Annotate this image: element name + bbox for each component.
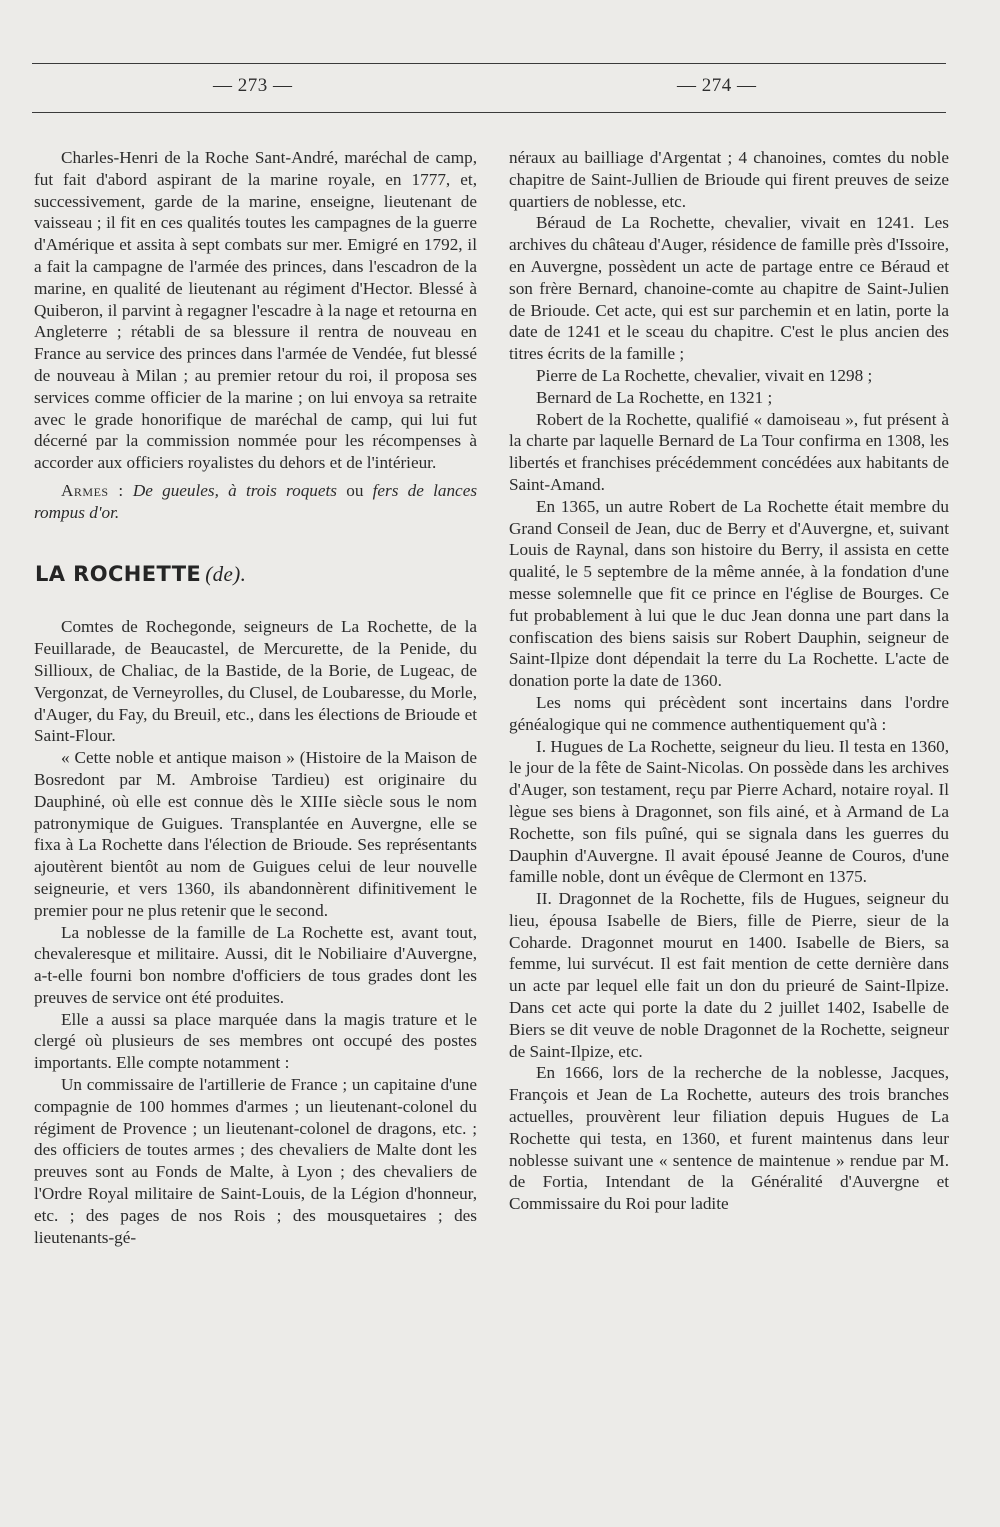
page-number-right: — 274 — — [677, 75, 757, 96]
paragraph: Béraud de La Rochette, chevalier, vivait en 1241. Les archives du château d'Auger, résidence de famille près d'Issoire, en Auvergne, possèdent un acte de partage entre ce Béraud et son frère Bernard, chanoine-comte au chapitre de Saint-Julien de Brioude. Cet acte, qui est sur parchemin et en latin, porte la date de 1241 et le sceau du chapitre. C'est le plus ancien des titres écrits de la famille ; — [509, 213, 949, 364]
header-rule — [32, 112, 946, 113]
right-column — [509, 147, 949, 1215]
paragraph: Robert de la Rochette, qualifié « damoiseau », fut présent à la charte par laquelle Bernard de La Tour confirma en 1308, les libertés et franchises précédemment concédées aux habitants de Saint-Amand. — [509, 409, 949, 494]
armes-paragraph — [34, 480, 477, 524]
armes-blazon-2: fers de lances rompus d'or. — [34, 480, 478, 522]
armes-label: Armes : — [61, 480, 124, 500]
section-title-name: LA ROCHETTE — [35, 561, 202, 586]
paragraph: Elle a aussi sa place marquée dans la magis trature et le clergé où plusieurs de ses membres ont occupé des postes importants. Elle compte notamment : — [34, 1009, 477, 1073]
paragraph: Les noms qui précèdent sont incertains dans l'ordre généalogique qui ne commence authentiquement qu'à : — [509, 692, 949, 734]
paragraph: Comtes de Rochegonde, seigneurs de La Rochette, de la Feuillarade, de Beaucastel, de Mercurette, de la Penide, du Sillioux, de Chaliac, de la Bastide, de la Borie, de Lugeac, de Vergonzat, de Verneyrolles, du Clusel, de Loubaresse, du Morle, d'Auger, du Fay, du Breuil, etc., dans les élections de Brioude et Saint-Flour. — [34, 617, 477, 746]
paragraph: Pierre de La Rochette, chevalier, vivait en 1298 ; — [536, 365, 873, 385]
armes-blazon-1: De gueules, à trois roquets — [132, 480, 337, 500]
section-title — [35, 561, 477, 586]
paragraph: néraux au bailliage d'Argentat ; 4 chanoines, comtes du noble chapitre de Saint-Jullien de Brioude qui firent preuves de seize quartiers de noblesse, etc. — [509, 148, 949, 211]
page-number-left: — 273 — — [213, 75, 293, 96]
paragraph: « Cette noble et antique maison » (Histoire de la Maison de Bosredont par M. Ambroise Tardieu) est originaire du Dauphiné, où elle est connue dès le XIIIe siècle sous le nom patronymique de Guigues. Transplantée en Auvergne, elle se fixa à La Rochette dans l'élection de Brioude. Ses représentants ajoutèrent bientôt au nom de Guigues celui de leur nouvelle seigneurie, et vers 1360, ils abandonnèrent difinitivement le premier pour ne plus retenir que le second. — [34, 748, 477, 920]
paragraph: La noblesse de la famille de La Rochette est, avant tout, chevaleresque et militaire. Aussi, dit le Nobiliaire d'Auvergne, a-t-elle fourni bon nombre d'officiers de tous grades dont les preuves de service ont été produites. — [34, 922, 477, 1007]
left-paragraphs-after — [34, 616, 477, 1248]
paragraph: Bernard de La Rochette, en 1321 ; — [536, 387, 773, 407]
paragraph: Un commissaire de l'artillerie de France ; un capitaine d'une compagnie de 100 hommes d'armes ; un lieutenant-colonel du régiment de Provence ; un lieutenant-colonel de dragons, etc. ; des officiers de toutes armes ; des chevaliers de Malte dont les preuves sont au Fonds de Malte, à Lyon ; des chevaliers de l'Ordre Royal militaire de Saint-Louis, de la Légion d'honneur, etc. ; des pages de nos Rois ; des mousquetaires ; des lieutenants-gé- — [34, 1075, 477, 1247]
top-rule — [32, 63, 946, 64]
armes-ou: ou — [346, 480, 364, 500]
paragraph: Charles-Henri de la Roche Sant-André, maréchal de camp, fut fait d'abord aspirant de la marine royale, en 1777, et, successivement, garde de la marine, enseigne, lieutenant de vaisseau ; il fit en ces qualités toutes les campagnes de la guerre d'Amérique et assita à sept combats sur mer. Emigré en 1792, il a fait la campagne de l'armée des princes, dans l'escadron de la marine, en qualité de lieutenant au régiment d'Hector. Blessé à Quiberon, il parvint à regagner l'escadre à la nage et retourna en Angleterre ; rétabli de sa blessure il rentra de nouveau en France au service des princes dans l'armée de Vendée, fut blessé de nouveau à Milan ; au premier retour du roi, il proposa ses services comme officier de la marine ; on lui envoya sa retraite avec le grade honorifique de maréchal de camp, qui lui fut décerné par la commission nommée pour les récompenses à accorder aux officiers royalistes du dehors et de l'intérieur. — [34, 148, 477, 473]
left-column — [34, 147, 477, 1248]
paragraph: En 1365, un autre Robert de La Rochette était membre du Grand Conseil de Jean, duc de Berry et d'Auvergne, et, suivant Louis de Raynal, dans son histoire du Berry, il assista en cette qualité, le 5 septembre de la même année, à la fondation d'une messe solemnelle que fit ce prince en l'église de Bourges. Ce fut probablement à lui que le duc Jean donna une part dans la confiscation des biens saisis sur Robert Dauphin, seigneur de Saint-Ilpize dont dépendait la terre du La Rochette. L'acte de donation porte la date de 1360. — [509, 496, 949, 691]
section-title-suffix: (de). — [205, 561, 247, 586]
paragraph: En 1666, lors de la recherche de la noblesse, Jacques, François et Jean de La Rochette, auteurs des trois branches actuelles, prouvèrent leur filiation depuis Hugues de La Rochette qui testa, en 1360, et furent maintenus dans leur noblesse suivant une « sentence de maintenue » rendue par M. de Fortia, Intendant de la Généralité d'Auvergne et Commissaire du Roi pour ladite — [509, 1063, 949, 1214]
paragraph: II. Dragonnet de la Rochette, fils de Hugues, seigneur du lieu, épousa Isabelle de Biers, fille de Pierre, sieur de la Coharde. Dragonnet mourut en 1400. Isabelle de Biers, sa femme, lui survécut. Il est fait mention de cette dernière dans un acte par lequel elle fait un don du prieuré de Saint-Ilpize. Dans cet acte qui porte la date du 2 juillet 1402, Isabelle de Biers se dit veuve de noble Dragonnet de la Rochette, seigneur de Saint-Ilpize, etc. — [509, 889, 949, 1061]
paragraph: I. Hugues de La Rochette, seigneur du lieu. Il testa en 1360, le jour de la fête de Saint-Nicolas. On possède dans les archives d'Auger, son testament, reçu par Pierre Achard, notaire royal. Il lègue ses biens à Dragonnet, son fils ainé, et à Armand de La Rochette, son fils puîné, qui se signala dans les guerres du Dauphin d'Auvergne. Il avait épousé Jeanne de Couros, d'une famille noble, dont un évêque de Clermont en 1375. — [509, 736, 949, 887]
